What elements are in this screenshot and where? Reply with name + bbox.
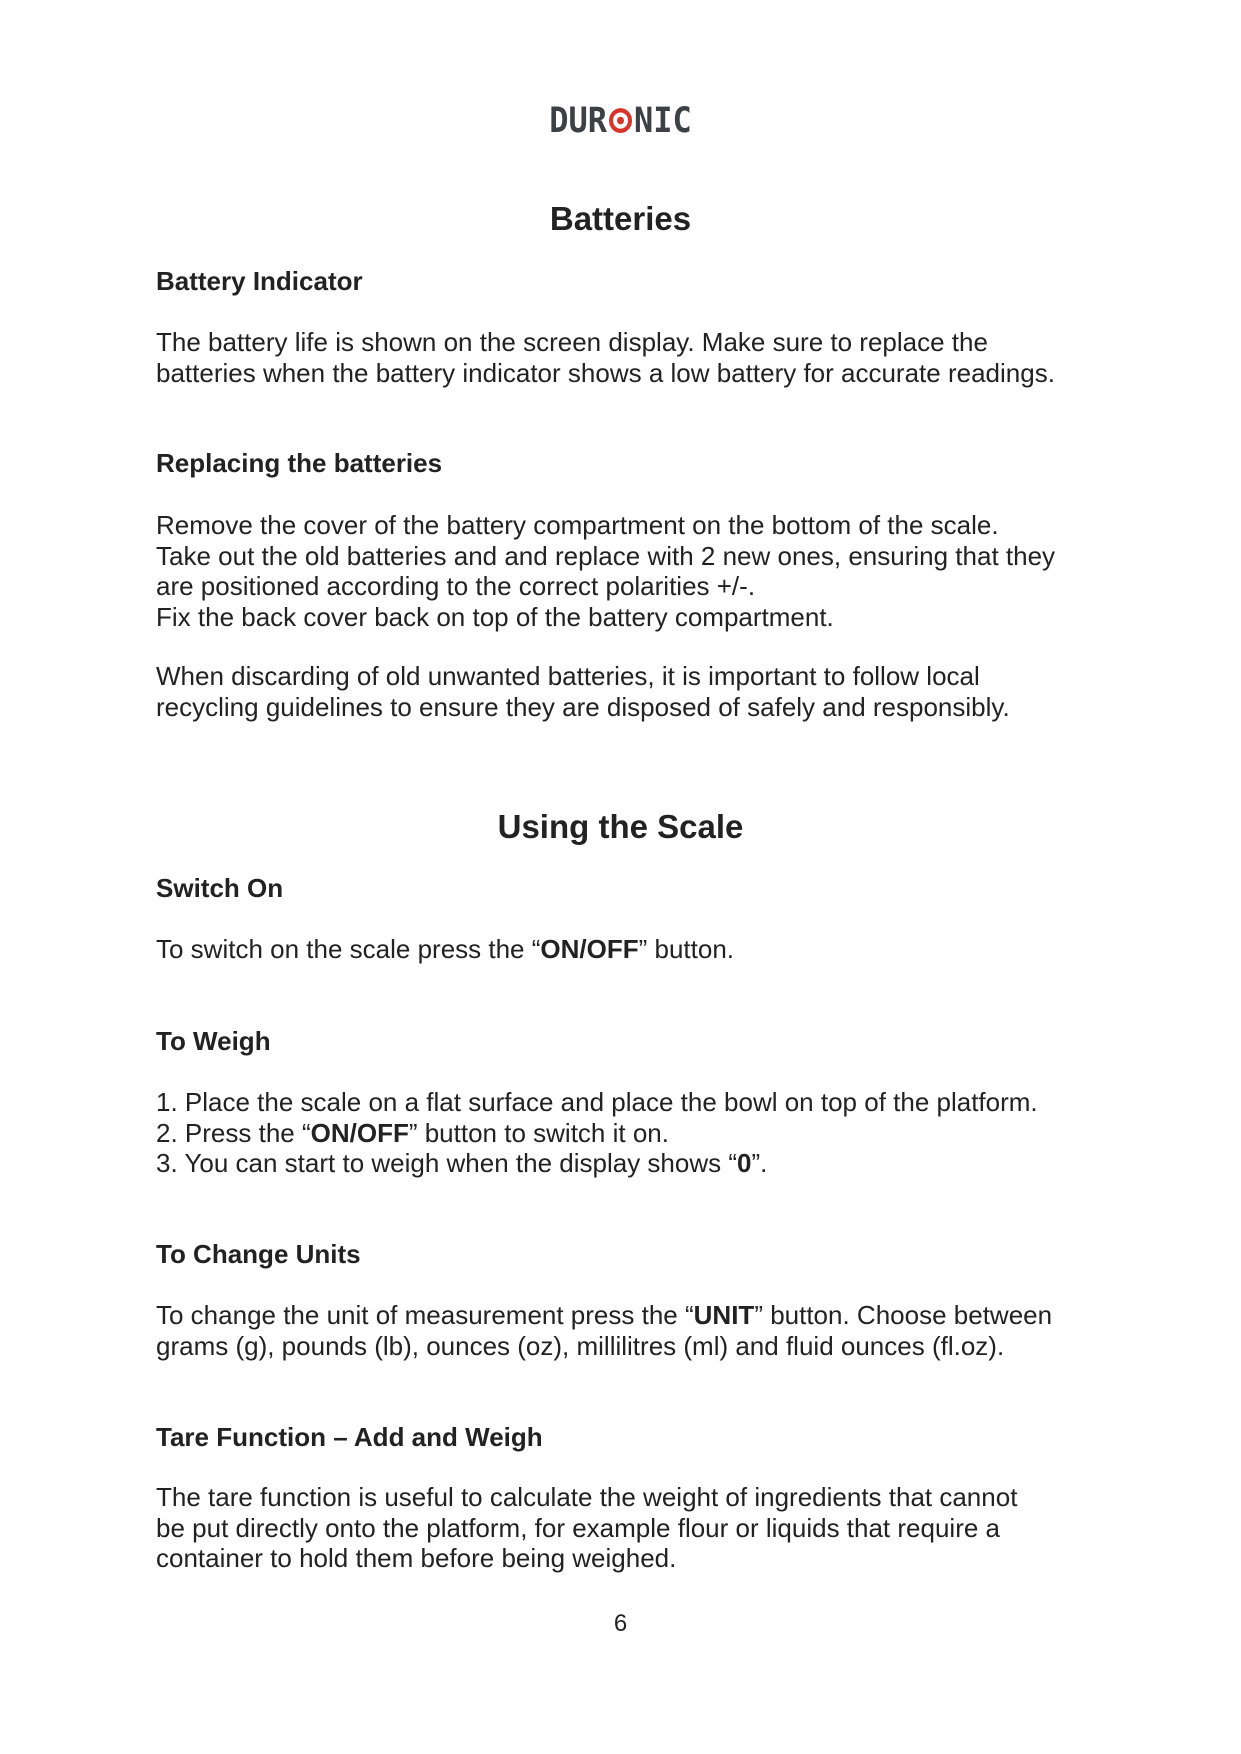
change-units-text (156, 1300, 1156, 1361)
tare-function-text (156, 1482, 1156, 1574)
text-line: grams (g), pounds (lb), ounces (oz), millilitres (ml) and fluid ounces (fl.oz). (156, 1330, 1005, 1361)
text-line: When discarding of old unwanted batteries, it is important to follow local (156, 661, 980, 691)
step-3: 3. You can start to weigh when the display shows “0”. (156, 1148, 768, 1178)
battery-indicator-heading: Battery Indicator (156, 266, 363, 296)
text-line: be put directly onto the platform, for example flour or liquids that require a (156, 1512, 1000, 1543)
battery-disposal-text (156, 661, 1156, 722)
using-scale-title: Using the Scale (497, 808, 744, 845)
step-1: 1. Place the scale on a flat surface and place the bowl on top of the platform. (156, 1087, 1038, 1117)
page-number: 6 (613, 1610, 628, 1637)
text-line: container to hold them before being weighed. (156, 1543, 677, 1573)
duronic-logo (0, 101, 1241, 140)
logo-text-left: DUR (549, 99, 607, 141)
to-weigh-heading: To Weigh (156, 1026, 271, 1056)
text-line: recycling guidelines to ensure they are disposed of safely and responsibly. (156, 691, 1010, 722)
replacing-batteries-heading: Replacing the batteries (156, 448, 443, 478)
on-off-label: ON/OFF (310, 1117, 409, 1148)
to-weigh-steps (156, 1087, 1156, 1179)
text-line: The battery life is shown on the screen display. Make sure to replace the (156, 327, 988, 357)
battery-indicator-text (156, 327, 1156, 388)
text-line: Take out the old batteries and and replace with 2 new ones, ensuring that they (156, 540, 1056, 571)
text-line: To change the unit of measurement press the “UNIT” button. Choose between (156, 1300, 1053, 1330)
tare-function-heading: Tare Function – Add and Weigh (156, 1422, 543, 1452)
switch-on-text (156, 934, 1156, 965)
text-line: Fix the back cover back on top of the battery compartment. (156, 601, 834, 632)
change-units-heading: To Change Units (156, 1239, 361, 1269)
logo-text-right: NIC (634, 99, 692, 141)
text-line: batteries when the battery indicator shows a low battery for accurate readings. (156, 357, 1055, 388)
text-line: Remove the cover of the battery compartment on the bottom of the scale. (156, 510, 999, 540)
text-line: To switch on the scale press the “ON/OFF” button. (156, 934, 735, 964)
zero-label: 0 (737, 1148, 752, 1178)
replacing-batteries-text (156, 510, 1156, 632)
on-off-label: ON/OFF (540, 934, 639, 964)
text-line: are positioned according to the correct polarities +/-. (156, 571, 756, 601)
unit-label: UNIT (693, 1300, 755, 1330)
text-line: The tare function is useful to calculate the weight of ingredients that cannot (156, 1482, 1018, 1512)
step-2: 2. Press the “ON/OFF” button to switch it on. (156, 1117, 669, 1148)
batteries-title: Batteries (549, 200, 692, 237)
power-o-icon (609, 108, 632, 133)
switch-on-heading: Switch On (156, 873, 284, 903)
